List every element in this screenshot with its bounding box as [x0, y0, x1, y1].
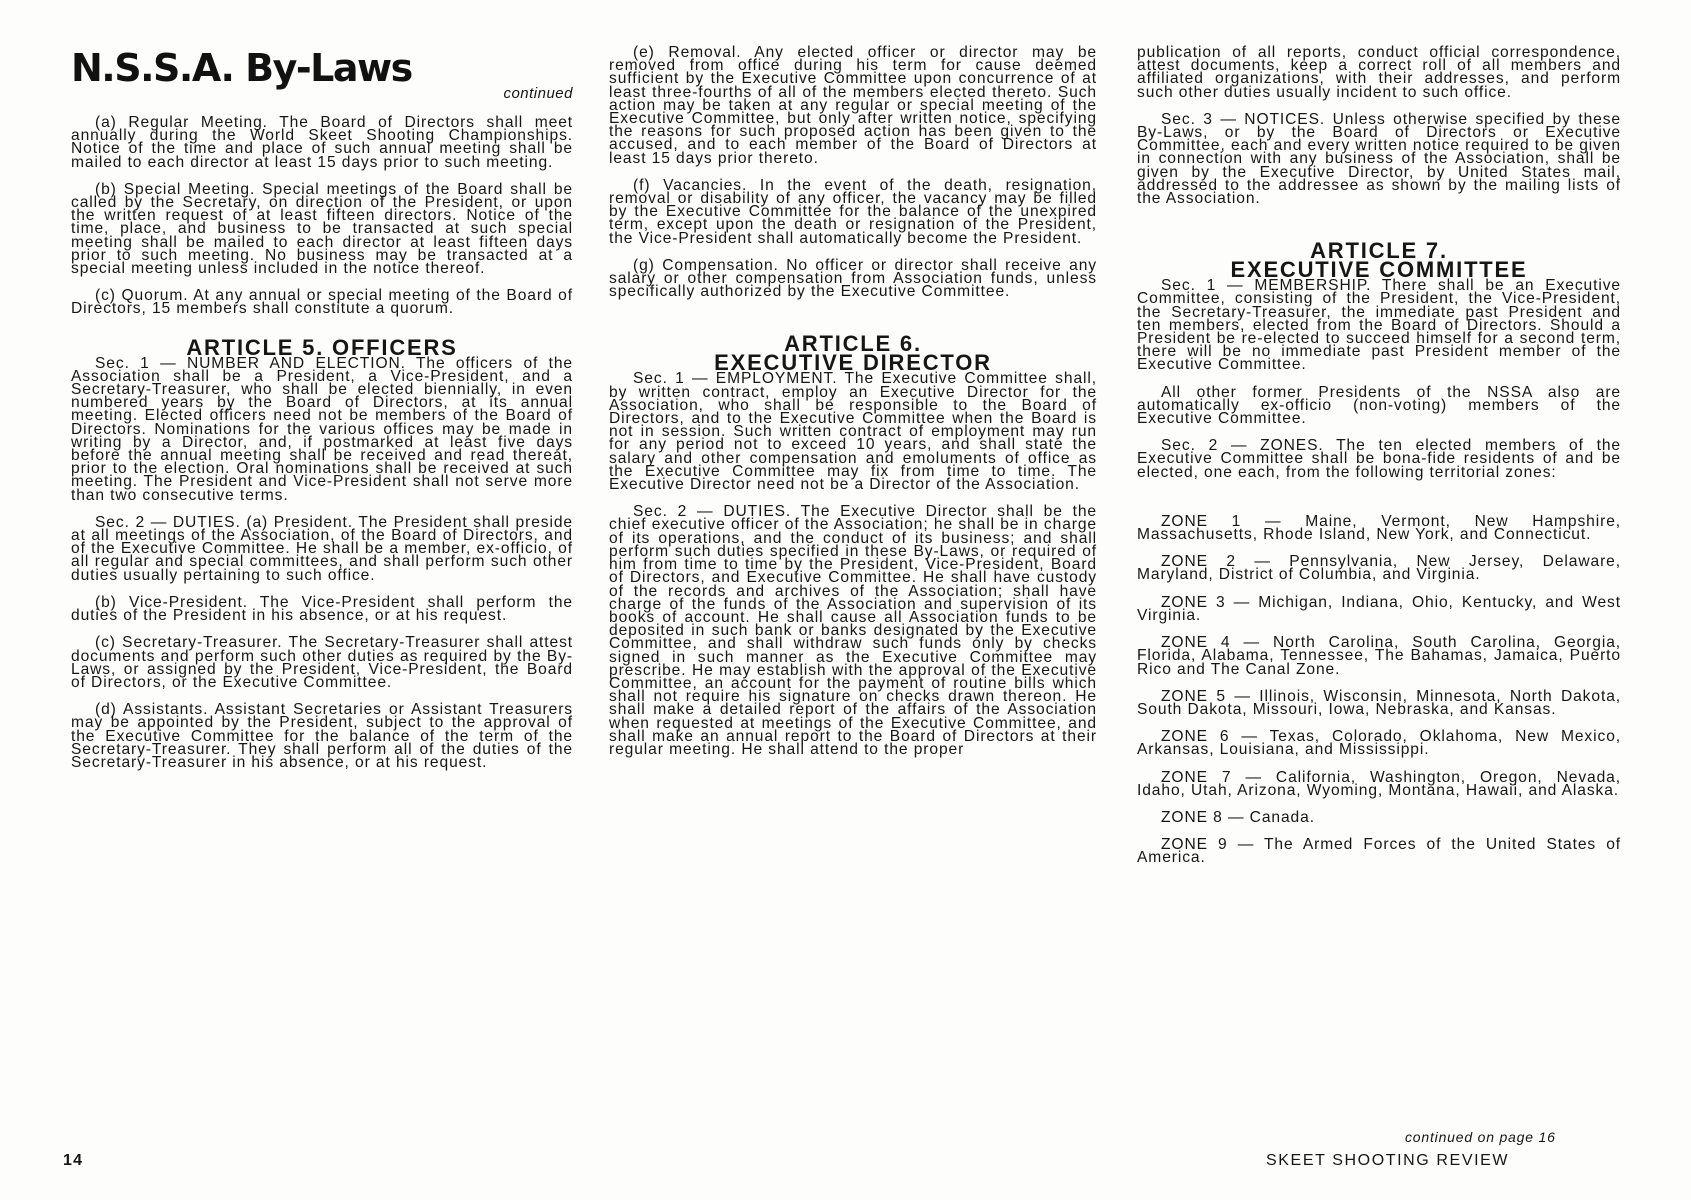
paragraph: Sec. 1 — MEMBERSHIP. There shall be an Executive Committee, consisting of the President, the Vice-President, the Secretary-Treasurer, the immediate past President and ten members, elected from the Board of Directors. Should a President be re-elected to succeed himself for a second term, there will be no immediate past President member of the Executive Committee. — [1137, 277, 1621, 374]
zone-item: ZONE 8 — Canada. — [1161, 808, 1315, 826]
continued-on-page-note: continued on page 16 — [1405, 1129, 1556, 1145]
article-7-heading-title: EXECUTIVE COMMITTEE — [1230, 257, 1528, 283]
article-6-heading-number: ARTICLE 6. — [784, 331, 922, 357]
continued-label: continued — [503, 85, 573, 102]
paragraph: (a) Regular Meeting. The Board of Directors shall meet annually during the World Skeet Shooting Championships. Notice of the time and place of such annual meeting shall be mailed to each director at least 15 days prior to such meeting. — [71, 114, 573, 171]
page-number: 14 — [63, 1152, 84, 1169]
publication-title: SKEET SHOOTING REVIEW — [1266, 1152, 1510, 1169]
paragraph: Sec. 2 — DUTIES. The Executive Director shall be the chief executive officer of the Association; he shall be in charge of its operations, and the conduct of its business; and shall perform such duties specified in these By-Laws, or required of him from time to time by the President, Vice-President, Board of Directors, and Executive Committee. He shall have custody of the records and archives of the Association; shall have charge of the funds of the Association and supervision of its books of account. He shall cause all Association funds to be deposited in such bank or banks designated by the Executive Committee, and shall withdraw such funds only by checks signed in such manner as the Executive Committee may prescribe. He may establish with the approval of the Executive Committee, an account for the payment of routine bills which shall not require his signature on checks drawn thereon. He shall make a detailed report of the affairs of the Association when requested at meetings of the Executive Committee, and shall make an annual report to the Board of Directors at their regular meeting. He shall attend to the proper — [609, 503, 1097, 758]
zone-item: ZONE 6 — Texas, Colorado, Oklahoma, New Mexico, Arkansas, Louisiana, and Mississippi. — [1137, 728, 1621, 759]
paragraph: publication of all reports, conduct official correspondence, attest documents, keep a correct roll of all members and affiliated organizations, with their addresses, and perform such other duties usually incident to such office. — [1137, 44, 1621, 101]
paragraph: Sec. 1 — EMPLOYMENT. The Executive Committee shall, by written contract, employ an Executive Director for the Association, who shall be responsible to the Board of Directors, and to the Executive Committee when the Board is not in session. Such written contract of employment may run for any period not to exceed 10 years, and shall state the salary and other compensation and emoluments of office as the Executive Committee may fix from time to time. The Executive Director need not be a Director of the Association. — [609, 370, 1097, 494]
paragraph: Sec. 1 — NUMBER AND ELECTION. The officers of the Association shall be a President, a Vice-President, and a Secretary-Treasurer, who shall be elected biennially, in even numbered years by the Board of Directors, at its annual meeting. Elected officers need not be members of the Board of Directors. Nominations for the various offices may be made in writing by a Director, and, if postmarked at least five days before the annual meeting shall be received and read thereat, prior to the election. Oral nominations shall be received at such meeting. The President and Vice-President shall not serve more than two consecutive terms. — [71, 354, 573, 504]
article-6-heading-title: EXECUTIVE DIRECTOR — [714, 350, 992, 376]
paragraph: Sec. 2 — ZONES. The ten elected members of the Executive Committee shall be bona-fide residents of and be elected, one each, from the following territorial zones: — [1137, 437, 1621, 481]
page-title: N.S.S.A. By-Laws — [71, 46, 412, 90]
paragraph: (e) Removal. Any elected officer or director may be removed from office during his term for cause deemed sufficient by the Executive Committee upon concurrence of at least three-fourths of all of the members elected thereto. Such action may be taken at any regular or special meeting of the Executive Committee, but only after written notice, specifying the reasons for such proposed action has been given to the accused, and to each member of the Board of Directors at least 15 days prior thereto. — [609, 44, 1097, 167]
zone-item: ZONE 5 — Illinois, Wisconsin, Minnesota, North Dakota, South Dakota, Missouri, Iowa, Nebraska, and Kansas. — [1137, 687, 1621, 718]
paragraph: Sec. 3 — NOTICES. Unless otherwise specified by these By-Laws, or by the Board of Directors or Executive Committee, each and every written notice required to be given in connection with any business of the Association, shall be given by the Executive Director, by United States mail, addressed to the addressee as shown by the mailing lists of the Association. — [1137, 110, 1621, 208]
paragraph: Sec. 2 — DUTIES. (a) President. The President shall preside at all meetings of the Association, of the Board of Directors, and of the Executive Committee. He shall be a member, ex-officio, of all regular and special committees, and shall perform such other duties usually pertaining to such office. — [71, 513, 573, 584]
zone-item: ZONE 9 — The Armed Forces of the United States of America. — [1137, 836, 1621, 867]
paragraph: (g) Compensation. No officer or director shall receive any salary or other compensation from Association funds, unless specifically authorized by the Executive Committee. — [609, 256, 1097, 301]
zone-item: ZONE 3 — Michigan, Indiana, Ohio, Kentucky, and West Virginia. — [1137, 593, 1621, 624]
zone-item: ZONE 1 — Maine, Vermont, New Hampshire, Massachusetts, Rhode Island, New York, and Connecticut. — [1137, 512, 1621, 544]
article-7-heading-number: ARTICLE 7. — [1310, 238, 1448, 264]
column-2 — [609, 46, 1097, 770]
paragraph: (c) Secretary-Treasurer. The Secretary-Treasurer shall attest documents and perform such other duties as required by the By-Laws, or assigned by the President, Vice-President, the Board of Directors, or the Executive Committee. — [71, 634, 573, 691]
zone-item: ZONE 2 — Pennsylvania, New Jersey, Delaware, Maryland, District of Columbia, and Virginia. — [1137, 553, 1621, 584]
paragraph: (c) Quorum. At any annual or special meeting of the Board of Directors, 15 members shall constitute a quorum. — [71, 287, 573, 318]
paragraph: All other former Presidents of the NSSA also are automatically ex-officio (non-voting) members of the Executive Committee. — [1137, 383, 1621, 428]
paragraph: (d) Assistants. Assistant Secretaries or Assistant Treasurers may be appointed by the President, subject to the approval of the Executive Committee for the balance of the term of the Secretary-Treasurer. They shall perform all of the duties of the Secretary-Treasurer in his absence, or at his request. — [71, 701, 573, 771]
paragraph: (b) Vice-President. The Vice-President shall perform the duties of the President in his absence, or at his request. — [71, 593, 573, 625]
zone-item: ZONE 4 — North Carolina, South Carolina, Georgia, Florida, Alabama, Tennessee, The Bahamas, Jamaica, Puerto Rico and The Canal Zone. — [1137, 634, 1621, 678]
paragraph: (b) Special Meeting. Special meetings of the Board shall be called by the Secretary, on direction of the President, or upon the written request of at least fifteen directors. Notice of the time, place, and business to be transacted at such special meeting shall be mailed to each director at least fifteen days prior to such meeting. No business may be transacted at a special meeting unless included in the notice thereof. — [71, 180, 573, 278]
article-5-heading: ARTICLE 5. OFFICERS — [186, 334, 458, 360]
column-1 — [71, 46, 573, 783]
zone-item: ZONE 7 — California, Washington, Oregon, Nevada, Idaho, Utah, Arizona, Wyoming, Montana, Hawaii, and Alaska. — [1137, 768, 1621, 799]
column-3 — [1137, 46, 1621, 879]
paragraph: (f) Vacancies. In the event of the death, resignation, removal or disability of any officer, the vacancy may be filled by the Executive Committee for the balance of the unexpired term, except upon the death or resignation of the President, the Vice-President shall automatically become the President. — [609, 176, 1097, 247]
